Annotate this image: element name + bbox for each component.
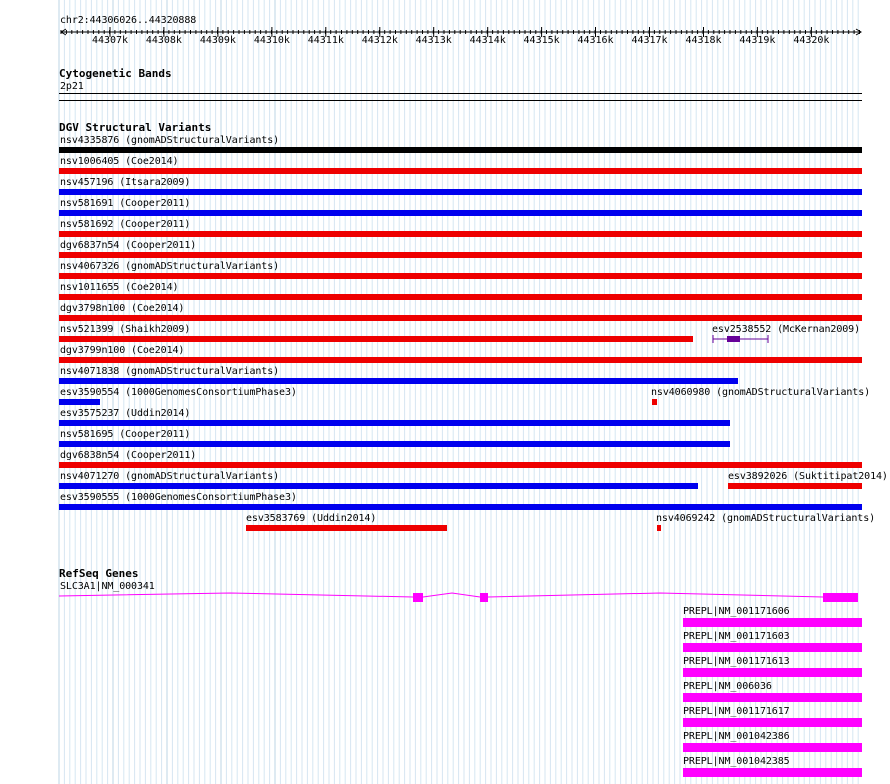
gene-label: PREPL|NM_001171606 xyxy=(683,606,790,617)
variant-label: nsv457196 (Itsara2009) xyxy=(60,177,191,188)
gene-bar-nm-001171606[interactable] xyxy=(683,618,862,627)
gene-label: PREPL|NM_001171603 xyxy=(683,631,790,642)
ruler-tick-label: 44309k xyxy=(199,35,236,46)
gene-bar-nm-001171613[interactable] xyxy=(683,668,862,677)
ruler-tick-label: 44315k xyxy=(523,35,560,46)
variant-bar-nsv1006405[interactable] xyxy=(59,168,862,174)
variant-bar-dgv3798n100[interactable] xyxy=(59,315,862,321)
variant-label: nsv4060980 (gnomADStructuralVariants) xyxy=(651,387,871,398)
variant-bar-nsv1011655[interactable] xyxy=(59,294,862,300)
variant-label: nsv581691 (Cooper2011) xyxy=(60,198,191,209)
gene-bar-nm-001171617[interactable] xyxy=(683,718,862,727)
ruler-tick-label: 44317k xyxy=(631,35,668,46)
variant-bar-esv3575237[interactable] xyxy=(59,420,730,426)
variant-label: nsv581695 (Cooper2011) xyxy=(60,429,191,440)
variant-label: esv3590554 (1000GenomesConsortiumPhase3) xyxy=(60,387,297,398)
gene-bar-nm-001171603[interactable] xyxy=(683,643,862,652)
variant-bar-nsv4071838[interactable] xyxy=(59,378,738,384)
track-title-cytobands[interactable]: Cytogenetic Bands xyxy=(59,67,172,80)
gene-bar-nm-001042386[interactable] xyxy=(683,743,862,752)
variant-label: esv3590555 (1000GenomesConsortiumPhase3) xyxy=(60,492,297,503)
variant-label: nsv4335876 (gnomADStructuralVariants) xyxy=(60,135,280,146)
ruler-tick-label: 44318k xyxy=(685,35,722,46)
ruler-tick-label: 44314k xyxy=(469,35,506,46)
gene-label: PREPL|NM_001042386 xyxy=(683,731,790,742)
variant-label: esv3892026 (Suktitipat2014) xyxy=(728,471,888,482)
variant-label: nsv4067326 (gnomADStructuralVariants) xyxy=(60,261,280,272)
ruler-tick-label: 44308k xyxy=(145,35,182,46)
variant-label: nsv1011655 (Coe2014) xyxy=(60,282,179,293)
variant-label: nsv4069242 (gnomADStructuralVariants) xyxy=(656,513,876,524)
ruler-tick-label: 44320k xyxy=(793,35,830,46)
ruler-tick-label: 44316k xyxy=(577,35,614,46)
variant-bar-esv3892026[interactable] xyxy=(728,483,862,489)
variant-label: esv3575237 (Uddin2014) xyxy=(60,408,191,419)
variant-label: nsv1006405 (Coe2014) xyxy=(60,156,179,167)
variant-label: dgv6838n54 (Cooper2011) xyxy=(60,450,197,461)
variant-bar-dgv6838n54[interactable] xyxy=(59,462,862,468)
variant-label: nsv4071838 (gnomADStructuralVariants) xyxy=(60,366,280,377)
gene-bar-nm-006036[interactable] xyxy=(683,693,862,702)
variant-label: nsv581692 (Cooper2011) xyxy=(60,219,191,230)
variant-bar-esv3590554[interactable] xyxy=(59,399,100,405)
variant-label: nsv4071270 (gnomADStructuralVariants) xyxy=(60,471,280,482)
variant-bar-nsv4067326[interactable] xyxy=(59,273,862,279)
variant-label: dgv3799n100 (Coe2014) xyxy=(60,345,185,356)
variant-bar-nsv4071270[interactable] xyxy=(59,483,698,489)
variant-bar-nsv521399[interactable] xyxy=(59,336,693,342)
variant-bar-nsv4335876[interactable] xyxy=(59,147,862,153)
ruler-tick-label: 44310k xyxy=(253,35,290,46)
variant-bar-esv3583769[interactable] xyxy=(246,525,447,531)
variant-bar-nsv457196[interactable] xyxy=(59,189,862,195)
gene-label: PREPL|NM_006036 xyxy=(683,681,772,692)
ruler-tick-label: 44319k xyxy=(739,35,776,46)
ruler-tick-label: 44311k xyxy=(307,35,344,46)
track-divider xyxy=(59,100,862,101)
gene-bar-nm-001042385[interactable] xyxy=(683,768,862,777)
ruler-tick-label: 44307k xyxy=(91,35,129,46)
ruler-tick-label: 44312k xyxy=(361,35,398,46)
track-title-dgv[interactable]: DGV Structural Variants xyxy=(59,121,212,134)
gene-label: PREPL|NM_001171617 xyxy=(683,706,790,717)
variant-bar-nsv581695[interactable] xyxy=(59,441,730,447)
variant-bar-dgv3799n100[interactable] xyxy=(59,357,862,363)
cytoband-label: 2p21 xyxy=(60,81,84,92)
variant-bar-nsv581691[interactable] xyxy=(59,210,862,216)
variant-bar-nsv581692[interactable] xyxy=(59,231,862,237)
ruler-tick-label: 44313k xyxy=(415,35,452,46)
track-title-refseq[interactable]: RefSeq Genes xyxy=(59,567,139,580)
coordinates-label: chr2:44306026..44320888 xyxy=(60,15,197,26)
variant-label: esv3583769 (Uddin2014) xyxy=(246,513,377,524)
variant-label: dgv6837n54 (Cooper2011) xyxy=(60,240,197,251)
variant-bar-esv3590555[interactable] xyxy=(59,504,862,510)
gene-label: PREPL|NM_001171613 xyxy=(683,656,790,667)
variant-bar-nsv4069242[interactable] xyxy=(657,525,661,531)
variant-bar-dgv6837n54[interactable] xyxy=(59,252,862,258)
variant-label: dgv3798n100 (Coe2014) xyxy=(60,303,185,314)
variant-label: esv2538552 (McKernan2009) xyxy=(712,324,861,335)
cytoband-bar[interactable] xyxy=(59,93,862,94)
gene-label: PREPL|NM_001042385 xyxy=(683,756,790,767)
gene-label: SLC3A1|NM_000341 xyxy=(60,581,155,592)
variant-bar-nsv4060980[interactable] xyxy=(652,399,657,405)
variant-label: nsv521399 (Shaikh2009) xyxy=(60,324,191,335)
